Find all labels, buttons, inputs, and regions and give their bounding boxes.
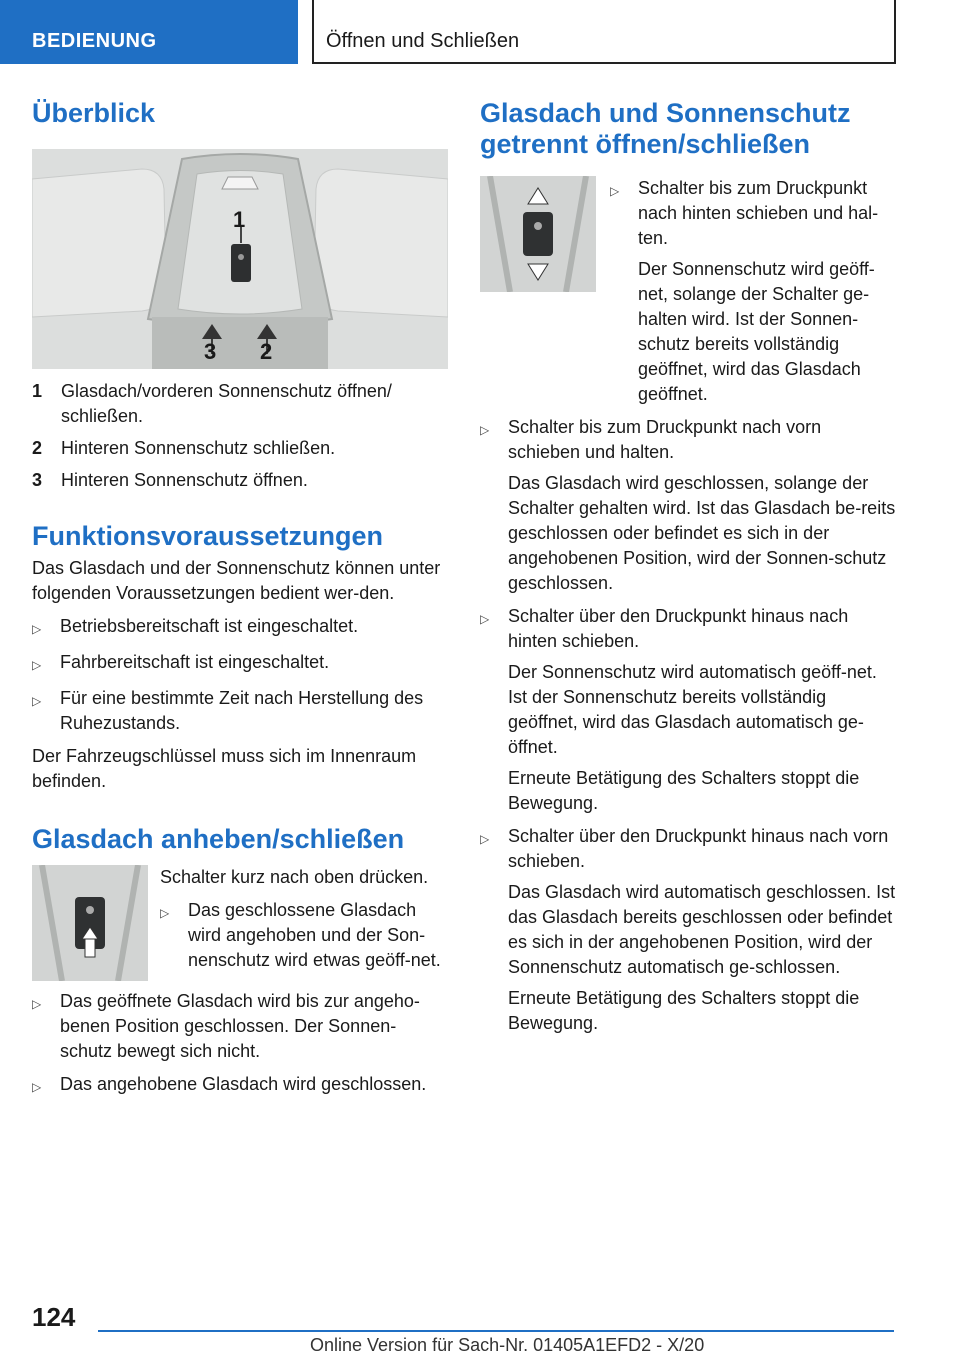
list-item [32, 1072, 448, 1100]
list-item-subtext: Der Sonnenschutz wird automatisch geöff-net. Ist der Sonnenschutz bereits vollständig geöffnet, wird das Glasdach automatisch ge-öffnet. [508, 662, 877, 757]
list-item-text: Betriebsbereitschaft ist eingeschaltet. [60, 616, 359, 636]
roof-console-illustration [32, 149, 448, 369]
overview-legend [32, 379, 448, 493]
list-item [480, 824, 898, 1036]
bullet-triangle-icon: ▷ [480, 832, 490, 846]
page-header-title: Öffnen und Schließen [312, 0, 896, 64]
lift-lead: Schalter kurz nach oben drücken. [160, 867, 429, 887]
legend-number: 3 [32, 470, 43, 490]
page-number: 124 [32, 1302, 76, 1332]
list-item-text: Das geöffnete Glasdach wird bis zur angeho-benen Position geschlossen. Der Sonnen-schutz bewegt sich nicht. [60, 991, 420, 1061]
list-item-text: Das angehobene Glasdach wird geschlossen. [60, 1074, 427, 1094]
bullet-triangle-icon: ▷ [610, 184, 620, 198]
lift-figure-row [32, 865, 448, 981]
legend-item [32, 468, 448, 493]
list-item [32, 686, 448, 736]
list-item-text: Fahrbereitschaft ist eingeschaltet. [60, 652, 330, 672]
legend-text: Hinteren Sonnenschutz öffnen. [61, 470, 308, 490]
list-item-text: Schalter über den Druckpunkt hinaus nach vorn schieben. [508, 826, 889, 871]
prereq-intro: Das Glasdach und der Sonnenschutz können unter folgenden Voraussetzungen bedient wer-den. [32, 558, 441, 603]
lift-figure-text [160, 865, 448, 981]
list-item-text: Das geschlossene Glasdach wird angehoben und der Son-nenschutz wird etwas geöff-net. [188, 900, 441, 970]
list-item-subtext: Das Glasdach wird automatisch geschlossen. Ist das Glasdach bereits geschlossen oder befindet es sich in der angehobenen Position, wird der Sonnenschutz automatisch ge-schlossen. [508, 882, 896, 977]
prereq-outro: Der Fahrzeugschlüssel muss sich im Innenraum befinden. [32, 746, 417, 791]
list-item-subtext: Erneute Betätigung des Schalters stoppt die Bewegung. [508, 768, 860, 813]
switch-up-drawing [32, 865, 148, 981]
lift-heading: Glasdach anheben/schließen [32, 824, 405, 854]
switch-slide-drawing [480, 176, 596, 292]
roof-console-drawing [32, 149, 448, 369]
legend-text: Glasdach/vorderen Sonnenschutz öffnen/ schließen. [61, 381, 392, 426]
list-item [160, 898, 448, 973]
figure-label-3: 3 [204, 339, 217, 364]
bullet-triangle-icon: ▷ [32, 622, 42, 636]
section-tab: BEDIENUNG [0, 0, 298, 64]
list-item-subtext: Erneute Betätigung des Schalters stoppt die Bewegung. [508, 988, 860, 1033]
list-item-subtext: Der Sonnenschutz wird geöff-net, solange der Schalter ge-halten wird. Ist der Sonnen-schutz bereits vollständig geöffnet, wird das Glasdach geöffnet. [638, 259, 875, 404]
switch-slide-illustration [480, 176, 596, 292]
overview-heading: Überblick [32, 98, 156, 128]
list-item-text: Für eine bestimmte Zeit nach Herstellung des Ruhezustands. [60, 688, 424, 733]
switch-up-illustration [32, 865, 148, 981]
bullet-triangle-icon: ▷ [160, 906, 170, 920]
legend-number: 1 [32, 381, 43, 401]
figure-label-1: 1 [233, 207, 246, 232]
legend-text: Hinteren Sonnenschutz schließen. [61, 438, 336, 458]
bullet-triangle-icon: ▷ [32, 1080, 42, 1094]
list-item [32, 989, 448, 1064]
legend-item [32, 379, 448, 429]
separate-figure-text [610, 176, 898, 407]
footer-divider [98, 1330, 894, 1332]
bullet-triangle-icon: ▷ [32, 997, 42, 1011]
list-item-text: Schalter über den Druckpunkt hinaus nach hinten schieben. [508, 606, 849, 651]
legend-number: 2 [32, 438, 43, 458]
list-item [480, 604, 898, 816]
bullet-triangle-icon: ▷ [480, 612, 490, 626]
list-item-text: Schalter bis zum Druckpunkt nach hinten schieben und hal-ten. [638, 178, 879, 248]
separate-heading: Glasdach und Sonnenschutz getrennt öffnen/schließen [480, 98, 851, 159]
right-column [480, 98, 898, 1036]
footer-version-text: Online Version für Sach-Nr. 01405A1EFD2 - X/20 [310, 1335, 705, 1355]
lift-list [32, 989, 448, 1100]
legend-item [32, 436, 448, 461]
separate-figure-row [480, 176, 898, 407]
prereq-heading: Funktionsvoraussetzungen [32, 521, 384, 551]
list-item [32, 650, 448, 678]
bullet-triangle-icon: ▷ [480, 423, 490, 437]
bullet-triangle-icon: ▷ [32, 658, 42, 672]
figure-label-2: 2 [260, 339, 273, 364]
list-item [610, 176, 898, 407]
list-item-subtext: Das Glasdach wird geschlossen, solange der Schalter gehalten wird. Ist das Glasdach be-reits geschlossen oder befindet es sich in der angehobenen Position, wird der Sonnen-schutz geschlossen. [508, 473, 896, 593]
prereq-list [32, 614, 448, 736]
separate-list [480, 415, 898, 1036]
bullet-triangle-icon: ▷ [32, 694, 42, 708]
list-item [32, 614, 448, 642]
left-column [32, 98, 448, 1100]
separate-figure-list [610, 176, 898, 407]
list-item [480, 415, 898, 596]
lift-figure-list [160, 898, 448, 973]
list-item-text: Schalter bis zum Druckpunkt nach vorn schieben und halten. [508, 417, 822, 462]
